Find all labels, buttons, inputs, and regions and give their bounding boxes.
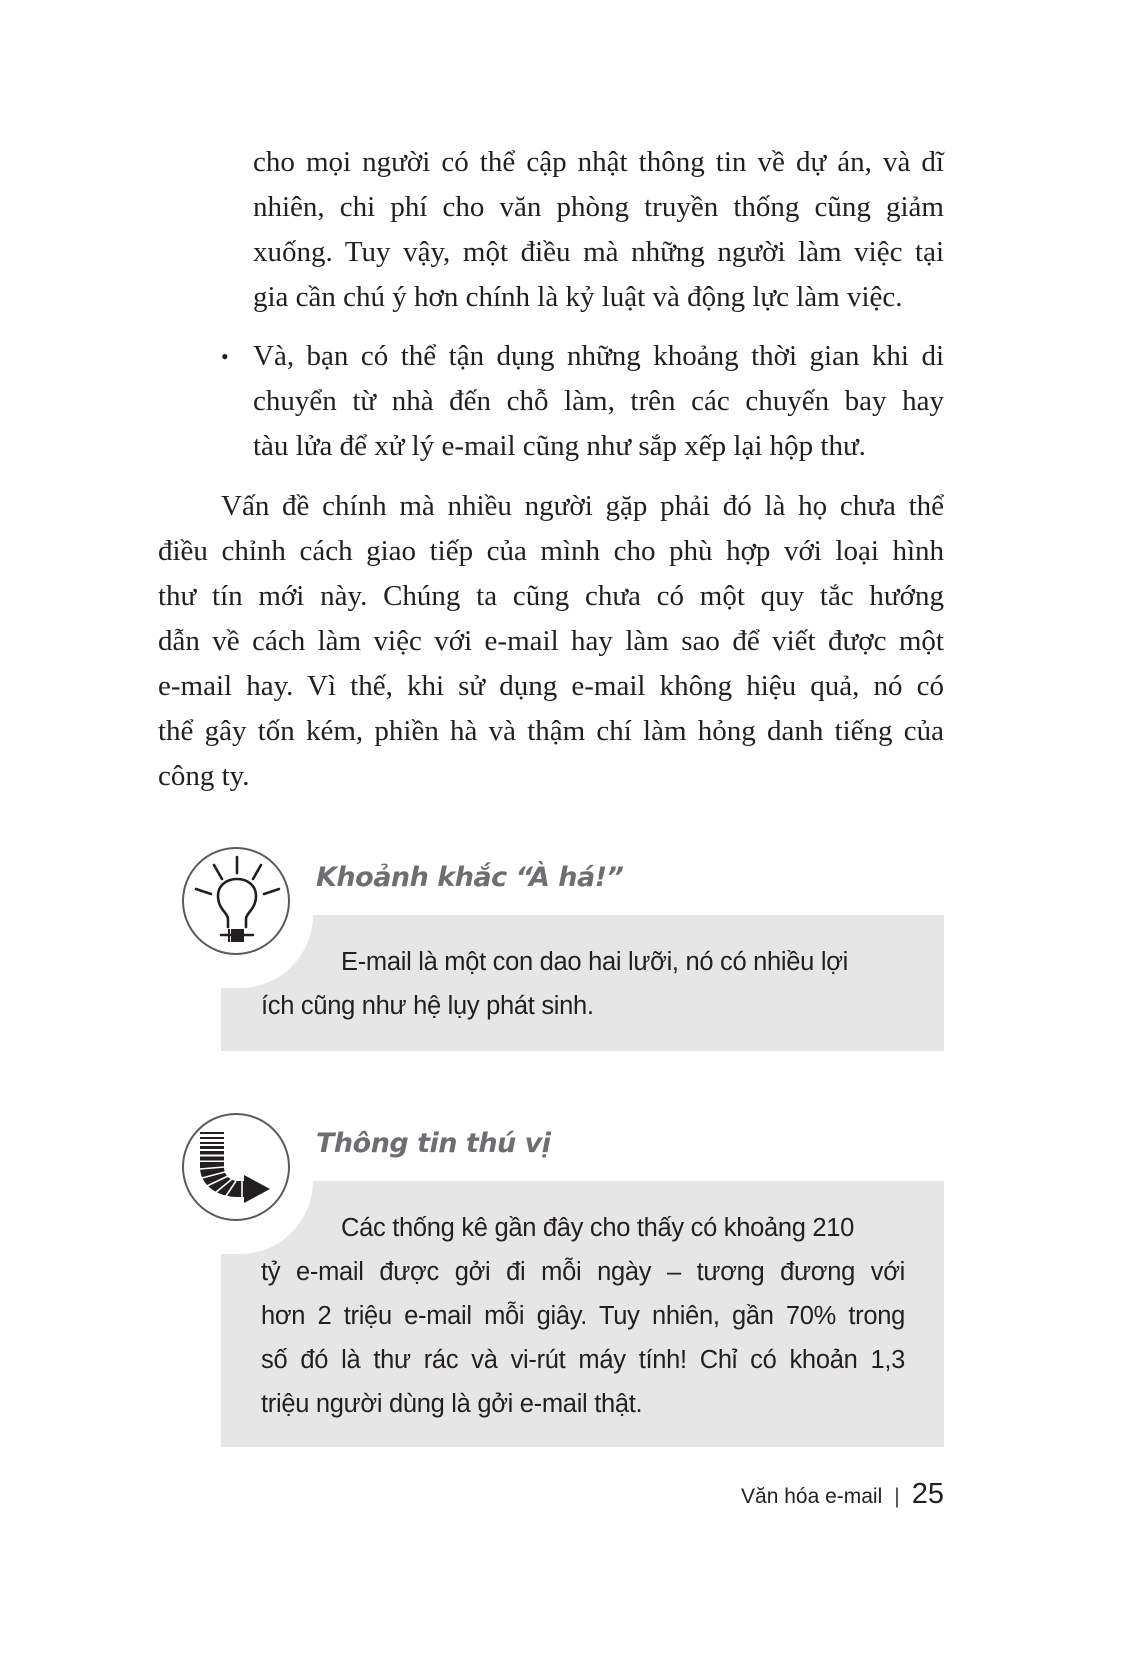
lightbulb-icon xyxy=(182,847,290,955)
text-line: thư tín mới này. Chúng ta cũng chưa có một quy tắc hướng xyxy=(158,580,944,612)
page-footer xyxy=(741,1478,944,1511)
running-title: Văn hóa e-mail xyxy=(741,1485,883,1508)
text-line: xuống. Tuy vậy, một điều mà những người làm việc tại xyxy=(253,236,944,268)
text-line: e-mail hay. Vì thế, khi sử dụng e-mail không hiệu quả, nó có xyxy=(158,670,944,702)
text-line: nhiên, chi phí cho văn phòng truyền thống cũng giảm xyxy=(253,191,944,223)
bullet-marker: • xyxy=(221,344,229,369)
callout-text-line: Các thống kê gần đây cho thấy có khoảng 210 xyxy=(341,1214,855,1242)
callout-text-line: ích cũng như hệ lụy phát sinh. xyxy=(261,992,594,1020)
text-line: cho mọi người có thể cập nhật thông tin về dự án, và dĩ xyxy=(253,146,944,178)
text-line: điều chỉnh cách giao tiếp của mình cho phù hợp với loại hình xyxy=(158,535,944,567)
callout-text-line: E-mail là một con dao hai lưỡi, nó có nhiều lợi xyxy=(341,948,848,976)
text-line: chuyển từ nhà đến chỗ làm, trên các chuyến bay hay xyxy=(253,385,944,417)
curved-arrow-icon xyxy=(182,1113,290,1221)
text-line: Vấn đề chính mà nhiều người gặp phải đó là họ chưa thể xyxy=(221,490,944,522)
text-line: Và, bạn có thể tận dụng những khoảng thời gian khi di xyxy=(253,340,944,372)
text-line: gia cần chú ý hơn chính là kỷ luật và động lực làm việc. xyxy=(253,281,903,313)
callout-text-line: hơn 2 triệu e-mail mỗi giây. Tuy nhiên, gần 70% trong xyxy=(261,1302,905,1330)
text-line: tàu lửa để xử lý e-mail cũng như sắp xếp lại hộp thư. xyxy=(253,430,866,462)
text-line: công ty. xyxy=(158,760,250,792)
page-number: 25 xyxy=(911,1478,944,1510)
text-line: thể gây tốn kém, phiền hà và thậm chí làm hỏng danh tiếng của xyxy=(158,715,944,747)
callout-title: Thông tin thú vị xyxy=(316,1128,551,1159)
callout-text-line: tỷ e-mail được gởi đi mỗi ngày – tương đương với xyxy=(261,1258,905,1286)
callout-title: Khoảnh khắc “À há!” xyxy=(316,862,624,893)
callout-text-line: số đó là thư rác và vi-rút máy tính! Chỉ có khoản 1,3 xyxy=(261,1346,905,1374)
callout-text-line: triệu người dùng là gởi e-mail thật. xyxy=(261,1390,643,1418)
footer-separator: | xyxy=(894,1485,900,1508)
text-line: dẫn về cách làm việc với e-mail hay làm sao để viết được một xyxy=(158,625,944,657)
